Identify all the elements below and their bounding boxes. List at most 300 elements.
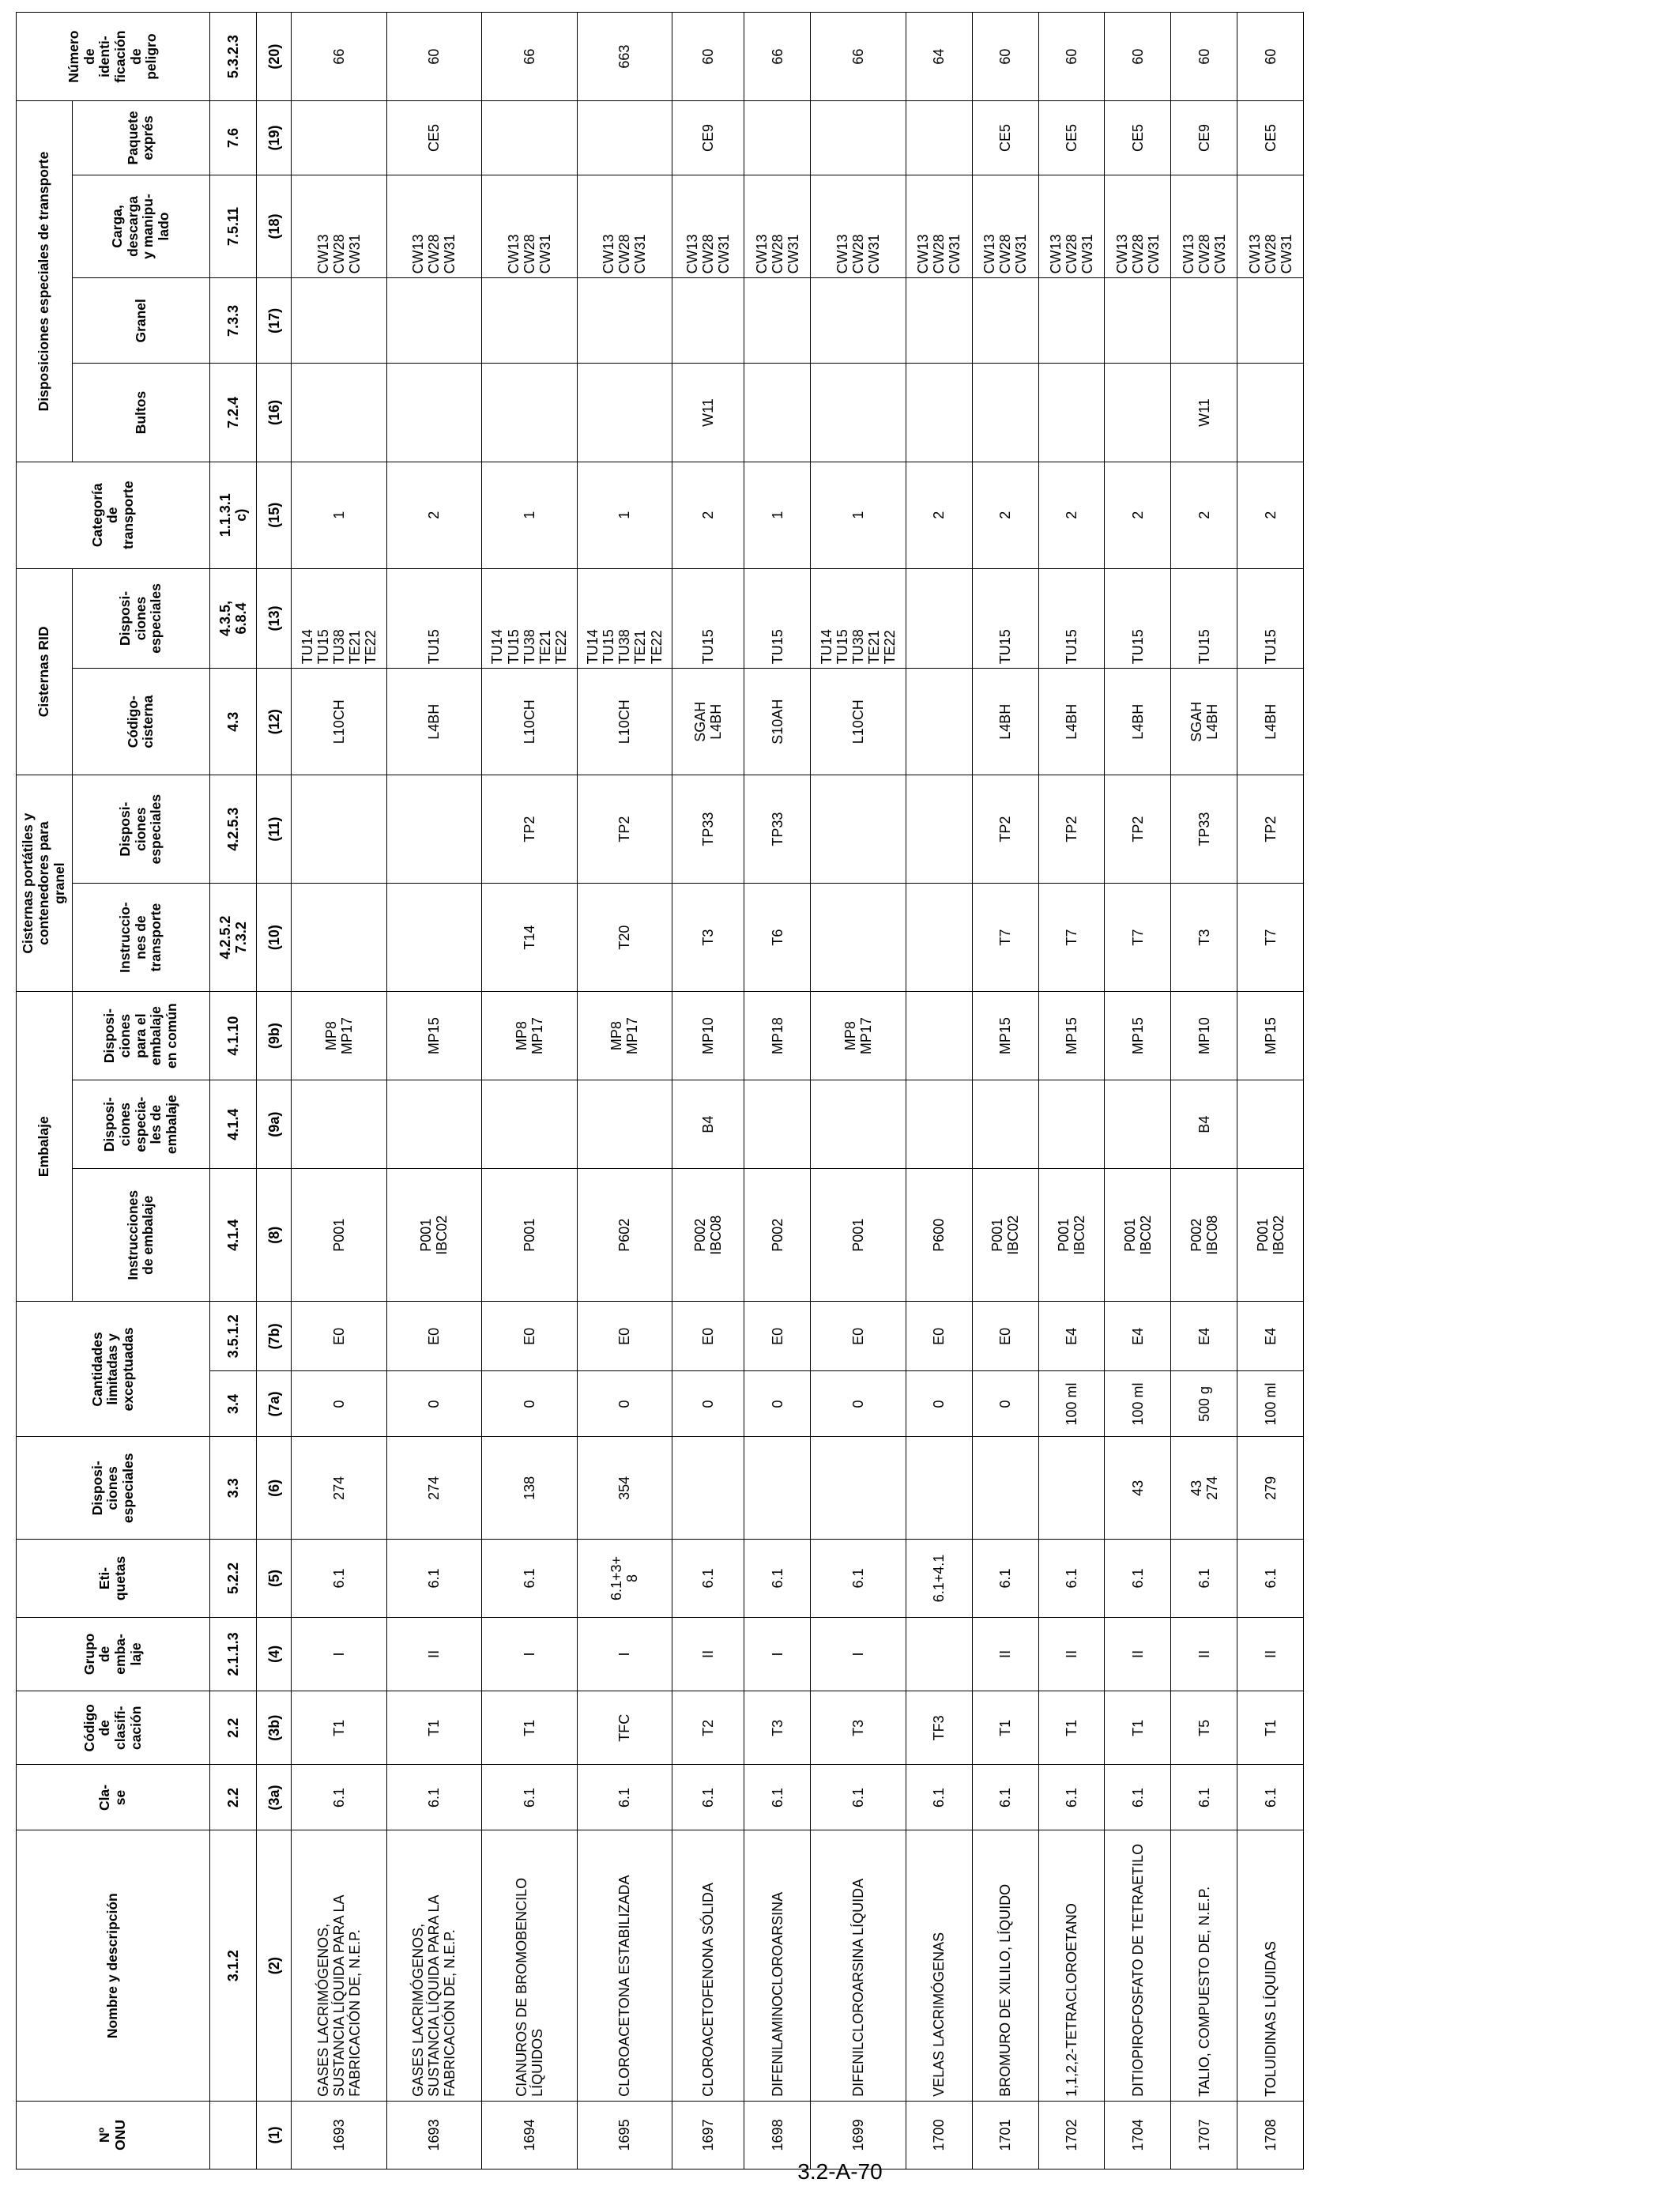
cell-special-provisions: 3.3 xyxy=(210,1437,257,1540)
cell-loading: CW13 CW28 CW31 xyxy=(1105,175,1171,278)
header-special-provisions: Disposi- ciones especiales xyxy=(17,1437,210,1540)
cell-tank-special: TP2 xyxy=(972,775,1038,884)
cell-transport-category: 2 xyxy=(1171,462,1237,568)
cell-packages: W11 xyxy=(1171,364,1237,462)
cell-tank-special: (11) xyxy=(257,775,292,884)
cell-tank-code: SGAH L4BH xyxy=(1171,669,1237,775)
cell-special-provisions: 279 xyxy=(1237,1437,1304,1540)
cell-un-no: 1693 xyxy=(386,2101,481,2169)
cell-tank-special xyxy=(811,775,906,884)
cell-rid-tank-special: TU15 xyxy=(386,568,481,669)
cell-special-provisions: 43 xyxy=(1105,1437,1171,1540)
cell-tank-code: L10CH xyxy=(577,669,672,775)
cell-excepted-quantity: E0 xyxy=(972,1302,1038,1371)
table-row xyxy=(811,13,906,2169)
cell-classification-code: T1 xyxy=(386,1691,481,1765)
table-row xyxy=(744,13,811,2169)
cell-tank-code: L4BH xyxy=(972,669,1038,775)
cell-tank-special: TP2 xyxy=(577,775,672,884)
cell-loading: CW13 CW28 CW31 xyxy=(744,175,811,278)
cell-class: 6.1 xyxy=(1105,1765,1171,1830)
cell-express xyxy=(292,101,386,175)
cell-name: DIFENILCLOROARSINA LÍQUIDA xyxy=(811,1830,906,2101)
cell-express xyxy=(577,101,672,175)
cell-express xyxy=(744,101,811,175)
cell-labels: 6.1+4.1 xyxy=(906,1540,972,1618)
table-row xyxy=(972,13,1038,2169)
table-row xyxy=(1237,13,1304,2169)
cell-rid-tank-special: TU15 xyxy=(1237,568,1304,669)
cell-name: GASES LACRIMÓGENOS, SUSTANCIA LÍQUIDA PARA LA FABRICACIÓN DE, N.E.P. xyxy=(386,1830,481,2101)
cell-loading: CW13 CW28 CW31 xyxy=(1038,175,1105,278)
cell-hazard-id: 66 xyxy=(292,13,386,101)
header-un-no: Nº ONU xyxy=(17,2101,210,2169)
cell-bulk xyxy=(906,278,972,364)
cell-labels: 6.1 xyxy=(482,1540,577,1618)
cell-tank-special: TP33 xyxy=(744,775,811,884)
column-number-row xyxy=(257,13,292,2169)
cell-packing-group: (4) xyxy=(257,1617,292,1691)
cell-packing-instructions: P001 IBC02 xyxy=(972,1169,1038,1302)
cell-packing-instructions: P002 xyxy=(744,1169,811,1302)
cell-bulk xyxy=(292,278,386,364)
table-row xyxy=(1105,13,1171,2169)
cell-tank-instructions: T7 xyxy=(1105,884,1171,992)
cell-class: 6.1 xyxy=(906,1765,972,1830)
cell-classification-code: T1 xyxy=(1038,1691,1105,1765)
cell-class: 6.1 xyxy=(292,1765,386,1830)
cell-mixed-packing: MP18 xyxy=(744,992,811,1080)
cell-classification-code: T1 xyxy=(1105,1691,1171,1765)
dangerous-goods-table xyxy=(16,12,1304,2169)
cell-un-no: 1697 xyxy=(672,2101,744,2169)
cell-express: CE5 xyxy=(1237,101,1304,175)
cell-special-provisions xyxy=(811,1437,906,1540)
cell-loading: CW13 CW28 CW31 xyxy=(672,175,744,278)
cell-hazard-id: 66 xyxy=(744,13,811,101)
cell-packing-instructions: P001 IBC02 xyxy=(1237,1169,1304,1302)
cell-limited-quantity: 0 xyxy=(482,1371,577,1437)
cell-tank-special: TP2 xyxy=(1038,775,1105,884)
cell-limited-quantity: 0 xyxy=(811,1371,906,1437)
cell-labels: 6.1 xyxy=(744,1540,811,1618)
cell-excepted-quantity: E0 xyxy=(577,1302,672,1371)
cell-transport-category: 1.1.3.1 c) xyxy=(210,462,257,568)
cell-loading: CW13 CW28 CW31 xyxy=(1237,175,1304,278)
cell-excepted-quantity: E0 xyxy=(672,1302,744,1371)
cell-classification-code: T1 xyxy=(292,1691,386,1765)
header-name: Nombre y descripción xyxy=(17,1830,210,2101)
cell-tank-special: TP2 xyxy=(1237,775,1304,884)
cell-excepted-quantity: E4 xyxy=(1237,1302,1304,1371)
cell-packing-instructions: P001 IBC02 xyxy=(1105,1169,1171,1302)
cell-un-no: 1699 xyxy=(811,2101,906,2169)
cell-transport-category: 2 xyxy=(1105,462,1171,568)
cell-loading: CW13 CW28 CW31 xyxy=(1171,175,1237,278)
cell-hazard-id: 60 xyxy=(972,13,1038,101)
header-hazard-id: Número de identi- ficación de peligro xyxy=(17,13,210,101)
cell-express: CE9 xyxy=(1171,101,1237,175)
cell-excepted-quantity: E0 xyxy=(292,1302,386,1371)
cell-packages xyxy=(1038,364,1105,462)
cell-tank-instructions: (10) xyxy=(257,884,292,992)
cell-class: 6.1 xyxy=(386,1765,481,1830)
cell-packing-group: I xyxy=(292,1617,386,1691)
cell-packing-instructions: P001 IBC02 xyxy=(386,1169,481,1302)
cell-tank-instructions xyxy=(292,884,386,992)
cell-class: 6.1 xyxy=(972,1765,1038,1830)
cell-special-provisions: 138 xyxy=(482,1437,577,1540)
cell-special-provisions xyxy=(906,1437,972,1540)
cell-loading: 7.5.11 xyxy=(210,175,257,278)
cell-tank-special: TP2 xyxy=(482,775,577,884)
header-packing-group: Grupo de emba- laje xyxy=(17,1617,210,1691)
cell-transport-category: 1 xyxy=(482,462,577,568)
cell-mixed-packing xyxy=(906,992,972,1080)
cell-labels: 5.2.2 xyxy=(210,1540,257,1618)
cell-hazard-id: 60 xyxy=(1038,13,1105,101)
cell-hazard-id: 60 xyxy=(1237,13,1304,101)
cell-tank-instructions: T3 xyxy=(672,884,744,992)
cell-express: CE5 xyxy=(1105,101,1171,175)
cell-packages xyxy=(972,364,1038,462)
cell-transport-category: 1 xyxy=(811,462,906,568)
cell-un-no: 1702 xyxy=(1038,2101,1105,2169)
cell-rid-tank-special: TU15 xyxy=(672,568,744,669)
cell-rid-tank-special: TU15 xyxy=(1105,568,1171,669)
cell-name: CLOROACETONA ESTABILIZADA xyxy=(577,1830,672,2101)
cell-bulk xyxy=(1171,278,1237,364)
cell-tank-special xyxy=(292,775,386,884)
cell-name: VELAS LACRIMÓGENAS xyxy=(906,1830,972,2101)
cell-classification-code: T1 xyxy=(972,1691,1038,1765)
cell-excepted-quantity: E0 xyxy=(482,1302,577,1371)
cell-special-packing: 4.1.4 xyxy=(210,1080,257,1169)
header-bulk: Granel xyxy=(72,278,209,364)
cell-packing-group: II xyxy=(1171,1617,1237,1691)
cell-express xyxy=(906,101,972,175)
cell-bulk xyxy=(482,278,577,364)
cell-packages: (16) xyxy=(257,364,292,462)
cell-limited-quantity: 100 ml xyxy=(1237,1371,1304,1437)
cell-labels: 6.1 xyxy=(292,1540,386,1618)
cell-transport-category: 2 xyxy=(386,462,481,568)
cell-excepted-quantity: E4 xyxy=(1105,1302,1171,1371)
cell-hazard-id: 60 xyxy=(672,13,744,101)
cell-mixed-packing: MP15 xyxy=(1105,992,1171,1080)
table-row xyxy=(577,13,672,2169)
header-tank-code: Código- cisterna xyxy=(72,669,209,775)
cell-name: DITIOPIROFOSFATO DE TETRAETILO xyxy=(1105,1830,1171,2101)
header-special-packing-provisions: Disposi- ciones especia- les de embalaje xyxy=(72,1080,209,1169)
cell-rid-tank-special: TU14 TU15 TU38 TE21 TE22 xyxy=(577,568,672,669)
cell-packages xyxy=(1105,364,1171,462)
cell-packing-group: II xyxy=(672,1617,744,1691)
cell-hazard-id: 60 xyxy=(1171,13,1237,101)
cell-transport-category: 1 xyxy=(744,462,811,568)
table-row xyxy=(672,13,744,2169)
cell-express: CE5 xyxy=(972,101,1038,175)
cell-special-packing xyxy=(292,1080,386,1169)
cell-mixed-packing: MP10 xyxy=(672,992,744,1080)
cell-limited-quantity: 100 ml xyxy=(1038,1371,1105,1437)
reference-row xyxy=(210,13,257,2169)
cell-un-no: 1707 xyxy=(1171,2101,1237,2169)
cell-limited-quantity: 0 xyxy=(744,1371,811,1437)
cell-classification-code: T2 xyxy=(672,1691,744,1765)
cell-class: 6.1 xyxy=(1237,1765,1304,1830)
cell-tank-code: (12) xyxy=(257,669,292,775)
cell-transport-category: 2 xyxy=(972,462,1038,568)
cell-hazard-id: 60 xyxy=(386,13,481,101)
cell-un-no: 1695 xyxy=(577,2101,672,2169)
cell-transport-category: 1 xyxy=(577,462,672,568)
cell-tank-code: 4.3 xyxy=(210,669,257,775)
cell-packing-group: II xyxy=(386,1617,481,1691)
cell-special-provisions xyxy=(744,1437,811,1540)
cell-express: CE5 xyxy=(1038,101,1105,175)
header-packing-instructions: Instrucciones de embalaje xyxy=(72,1169,209,1302)
cell-rid-tank-special: TU14 TU15 TU38 TE21 TE22 xyxy=(292,568,386,669)
cell-classification-code: TFC xyxy=(577,1691,672,1765)
header-labels: Eti- quetas xyxy=(17,1540,210,1618)
cell-packing-instructions: P001 xyxy=(482,1169,577,1302)
cell-class: (3a) xyxy=(257,1765,292,1830)
cell-classification-code: T3 xyxy=(744,1691,811,1765)
cell-excepted-quantity: (7b) xyxy=(257,1302,292,1371)
table-row xyxy=(386,13,481,2169)
cell-class: 6.1 xyxy=(744,1765,811,1830)
cell-bulk xyxy=(744,278,811,364)
cell-bulk xyxy=(672,278,744,364)
cell-packing-instructions: (8) xyxy=(257,1169,292,1302)
header-tank-instructions: Instruccio- nes de transporte xyxy=(72,884,209,992)
cell-tank-instructions xyxy=(906,884,972,992)
cell-name: GASES LACRIMÓGENOS, SUSTANCIA LÍQUIDA PARA LA FABRICACIÓN DE, N.E.P. xyxy=(292,1830,386,2101)
cell-loading: (18) xyxy=(257,175,292,278)
cell-limited-quantity: 100 ml xyxy=(1105,1371,1171,1437)
cell-packing-instructions: P001 xyxy=(811,1169,906,1302)
cell-labels: 6.1 xyxy=(811,1540,906,1618)
cell-limited-quantity: 0 xyxy=(672,1371,744,1437)
cell-limited-quantity: 0 xyxy=(577,1371,672,1437)
cell-special-provisions: 274 xyxy=(386,1437,481,1540)
cell-tank-code: L4BH xyxy=(1105,669,1171,775)
cell-express: 7.6 xyxy=(210,101,257,175)
cell-express xyxy=(811,101,906,175)
cell-tank-code: L10CH xyxy=(292,669,386,775)
cell-excepted-quantity: 3.5.1.2 xyxy=(210,1302,257,1371)
table-row xyxy=(482,13,577,2169)
cell-packages: W11 xyxy=(672,364,744,462)
cell-un-no: 1694 xyxy=(482,2101,577,2169)
cell-packages xyxy=(906,364,972,462)
cell-tank-special xyxy=(386,775,481,884)
cell-name: 3.1.2 xyxy=(210,1830,257,2101)
cell-transport-category: 1 xyxy=(292,462,386,568)
cell-class: 6.1 xyxy=(482,1765,577,1830)
cell-special-packing xyxy=(577,1080,672,1169)
cell-special-provisions xyxy=(1038,1437,1105,1540)
cell-excepted-quantity: E0 xyxy=(386,1302,481,1371)
cell-transport-category: 2 xyxy=(1038,462,1105,568)
cell-bulk: (17) xyxy=(257,278,292,364)
cell-un-no: (1) xyxy=(257,2101,292,2169)
cell-name: 1,1,2,2-TETRACLOROETANO xyxy=(1038,1830,1105,2101)
cell-special-packing xyxy=(811,1080,906,1169)
cell-hazard-id: 663 xyxy=(577,13,672,101)
cell-special-provisions: 274 xyxy=(292,1437,386,1540)
cell-tank-code: L4BH xyxy=(386,669,481,775)
cell-class: 2.2 xyxy=(210,1765,257,1830)
cell-mixed-packing: MP15 xyxy=(972,992,1038,1080)
cell-special-packing xyxy=(1237,1080,1304,1169)
cell-transport-category: 2 xyxy=(1237,462,1304,568)
cell-labels: 6.1+3+ 8 xyxy=(577,1540,672,1618)
cell-classification-code: (3b) xyxy=(257,1691,292,1765)
cell-name: CIANUROS DE BROMOBENCILO LÍQUIDOS xyxy=(482,1830,577,2101)
cell-limited-quantity: (7a) xyxy=(257,1371,292,1437)
cell-hazard-id: 66 xyxy=(482,13,577,101)
cell-class: 6.1 xyxy=(1038,1765,1105,1830)
cell-labels: 6.1 xyxy=(972,1540,1038,1618)
cell-packing-instructions: 4.1.4 xyxy=(210,1169,257,1302)
header-packaging: Embalaje xyxy=(17,992,73,1302)
cell-tank-instructions: T3 xyxy=(1171,884,1237,992)
cell-class: 6.1 xyxy=(811,1765,906,1830)
cell-limited-quantity: 0 xyxy=(906,1371,972,1437)
cell-rid-tank-special: TU14 TU15 TU38 TE21 TE22 xyxy=(811,568,906,669)
cell-rid-tank-special: TU15 xyxy=(1171,568,1237,669)
cell-mixed-packing: 4.1.10 xyxy=(210,992,257,1080)
cell-tank-instructions: T14 xyxy=(482,884,577,992)
cell-special-provisions xyxy=(672,1437,744,1540)
cell-tank-special: TP2 xyxy=(1105,775,1171,884)
cell-tank-instructions: T7 xyxy=(972,884,1038,992)
cell-express: (19) xyxy=(257,101,292,175)
cell-mixed-packing: MP8 MP17 xyxy=(482,992,577,1080)
cell-excepted-quantity: E0 xyxy=(744,1302,811,1371)
cell-transport-category: (15) xyxy=(257,462,292,568)
cell-tank-code: L10CH xyxy=(811,669,906,775)
cell-classification-code: TF3 xyxy=(906,1691,972,1765)
header-loading: Carga, descarga y manipu- lado xyxy=(72,175,209,278)
cell-loading: CW13 CW28 CW31 xyxy=(577,175,672,278)
cell-special-provisions: 43 274 xyxy=(1171,1437,1237,1540)
cell-packing-group: I xyxy=(577,1617,672,1691)
cell-hazard-id: (20) xyxy=(257,13,292,101)
cell-special-packing: B4 xyxy=(1171,1080,1237,1169)
cell-labels: 6.1 xyxy=(1237,1540,1304,1618)
cell-express xyxy=(482,101,577,175)
header-express: Paquete exprés xyxy=(72,101,209,175)
cell-packing-instructions: P602 xyxy=(577,1169,672,1302)
cell-mixed-packing: MP15 xyxy=(1038,992,1105,1080)
cell-tank-instructions: T6 xyxy=(744,884,811,992)
cell-special-packing: B4 xyxy=(672,1080,744,1169)
cell-packing-group: I xyxy=(482,1617,577,1691)
cell-bulk xyxy=(386,278,481,364)
cell-classification-code: T1 xyxy=(1237,1691,1304,1765)
cell-special-packing xyxy=(906,1080,972,1169)
cell-name: BROMURO DE XILILO, LÍQUIDO xyxy=(972,1830,1038,2101)
cell-special-provisions xyxy=(972,1437,1038,1540)
cell-mixed-packing: MP8 MP17 xyxy=(292,992,386,1080)
cell-packing-instructions: P600 xyxy=(906,1169,972,1302)
cell-packing-group xyxy=(906,1617,972,1691)
cell-tank-code: L4BH xyxy=(1237,669,1304,775)
cell-name: TALIO, COMPUESTO DE, N.E.P. xyxy=(1171,1830,1237,2101)
header-limited-excepted: Cantidades limitadas y exceptuadas xyxy=(17,1302,210,1437)
cell-mixed-packing: MP8 MP17 xyxy=(811,992,906,1080)
cell-bulk xyxy=(1237,278,1304,364)
table-row xyxy=(1171,13,1237,2169)
cell-hazard-id: 60 xyxy=(1105,13,1171,101)
cell-bulk: 7.3.3 xyxy=(210,278,257,364)
cell-packing-group: 2.1.1.3 xyxy=(210,1617,257,1691)
cell-packages xyxy=(1237,364,1304,462)
cell-packing-group: II xyxy=(1038,1617,1105,1691)
dangerous-goods-table-rotated xyxy=(16,12,1294,2169)
cell-bulk xyxy=(577,278,672,364)
cell-special-packing xyxy=(1038,1080,1105,1169)
cell-limited-quantity: 0 xyxy=(292,1371,386,1437)
cell-tank-special: TP33 xyxy=(1171,775,1237,884)
cell-tank-instructions: T7 xyxy=(1038,884,1105,992)
cell-tank-instructions: T20 xyxy=(577,884,672,992)
cell-special-provisions: 354 xyxy=(577,1437,672,1540)
cell-un-no: 1698 xyxy=(744,2101,811,2169)
cell-loading: CW13 CW28 CW31 xyxy=(811,175,906,278)
page-number: 3.2-A-70 xyxy=(797,2159,883,2184)
cell-special-provisions: (6) xyxy=(257,1437,292,1540)
cell-hazard-id: 5.3.2.3 xyxy=(210,13,257,101)
cell-special-packing xyxy=(482,1080,577,1169)
cell-name: DIFENILAMINOCLOROARSINA xyxy=(744,1830,811,2101)
cell-packing-instructions: P002 IBC08 xyxy=(672,1169,744,1302)
cell-loading: CW13 CW28 CW31 xyxy=(906,175,972,278)
cell-tank-code: L10CH xyxy=(482,669,577,775)
cell-tank-special: 4.2.5.3 xyxy=(210,775,257,884)
header-class: Cla- se xyxy=(17,1765,210,1830)
cell-labels: 6.1 xyxy=(1171,1540,1237,1618)
cell-limited-quantity: 500 g xyxy=(1171,1371,1237,1437)
cell-packing-group: II xyxy=(1237,1617,1304,1691)
cell-loading: CW13 CW28 CW31 xyxy=(386,175,481,278)
cell-special-packing: (9a) xyxy=(257,1080,292,1169)
cell-excepted-quantity: E4 xyxy=(1171,1302,1237,1371)
cell-mixed-packing: MP8 MP17 xyxy=(577,992,672,1080)
cell-tank-instructions: T7 xyxy=(1237,884,1304,992)
cell-rid-tank-special: TU15 xyxy=(972,568,1038,669)
cell-un-no: 1701 xyxy=(972,2101,1038,2169)
cell-packages xyxy=(811,364,906,462)
cell-bulk xyxy=(972,278,1038,364)
cell-tank-instructions: 4.2.5.2 7.3.2 xyxy=(210,884,257,992)
cell-packages xyxy=(386,364,481,462)
cell-classification-code: T5 xyxy=(1171,1691,1237,1765)
cell-bulk xyxy=(1038,278,1105,364)
cell-limited-quantity: 0 xyxy=(386,1371,481,1437)
cell-mixed-packing: (9b) xyxy=(257,992,292,1080)
cell-tank-instructions xyxy=(386,884,481,992)
cell-packages xyxy=(292,364,386,462)
cell-mixed-packing: MP15 xyxy=(386,992,481,1080)
cell-mixed-packing: MP10 xyxy=(1171,992,1237,1080)
cell-labels: 6.1 xyxy=(1038,1540,1105,1618)
cell-labels: (5) xyxy=(257,1540,292,1618)
cell-rid-tank-special: TU15 xyxy=(1038,568,1105,669)
